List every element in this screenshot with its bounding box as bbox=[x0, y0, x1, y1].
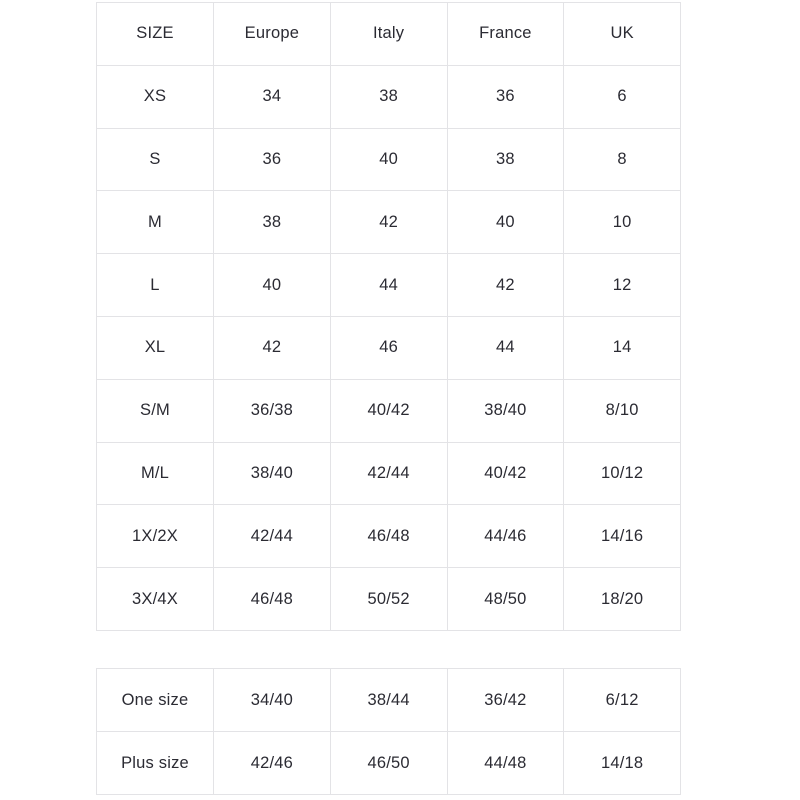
table-row bbox=[97, 732, 681, 795]
cell-one-size-europe: 34/40 bbox=[214, 669, 331, 732]
cell-m-europe: 38 bbox=[214, 191, 331, 254]
cell-one-size-italy: 38/44 bbox=[330, 669, 447, 732]
table-row bbox=[97, 65, 681, 128]
cell-1x-2x-europe: 42/44 bbox=[214, 505, 331, 568]
cell-one-size-uk: 6/12 bbox=[564, 669, 681, 732]
cell-s-france: 38 bbox=[447, 128, 564, 191]
cell-3x-4x-uk: 18/20 bbox=[564, 568, 681, 631]
cell-3x-4x-europe: 46/48 bbox=[214, 568, 331, 631]
cell-l-italy: 44 bbox=[330, 254, 447, 317]
column-header-europe: Europe bbox=[214, 3, 331, 66]
cell-xl-france: 44 bbox=[447, 316, 564, 379]
table-header-row bbox=[97, 3, 681, 66]
table-row bbox=[97, 442, 681, 505]
cell-plus-size-europe: 42/46 bbox=[214, 732, 331, 795]
row-label-xl: XL bbox=[97, 316, 214, 379]
cell-plus-size-italy: 46/50 bbox=[330, 732, 447, 795]
table-row bbox=[97, 669, 681, 732]
cell-m-l-europe: 38/40 bbox=[214, 442, 331, 505]
row-label-one-size: One size bbox=[97, 669, 214, 732]
table-row bbox=[97, 254, 681, 317]
table-row bbox=[97, 379, 681, 442]
cell-one-size-france: 36/42 bbox=[447, 669, 564, 732]
row-label-3x-4x: 3X/4X bbox=[97, 568, 214, 631]
cell-3x-4x-france: 48/50 bbox=[447, 568, 564, 631]
cell-s-m-europe: 36/38 bbox=[214, 379, 331, 442]
main-table-head bbox=[97, 3, 681, 66]
cell-m-l-italy: 42/44 bbox=[330, 442, 447, 505]
table-row bbox=[97, 316, 681, 379]
secondary-size-table-wrapper bbox=[96, 668, 680, 795]
column-header-uk: UK bbox=[564, 3, 681, 66]
cell-m-l-france: 40/42 bbox=[447, 442, 564, 505]
secondary-size-table bbox=[96, 668, 681, 795]
row-label-s: S bbox=[97, 128, 214, 191]
cell-xs-italy: 38 bbox=[330, 65, 447, 128]
cell-1x-2x-italy: 46/48 bbox=[330, 505, 447, 568]
row-label-m-l: M/L bbox=[97, 442, 214, 505]
cell-plus-size-uk: 14/18 bbox=[564, 732, 681, 795]
column-header-italy: Italy bbox=[330, 3, 447, 66]
cell-3x-4x-italy: 50/52 bbox=[330, 568, 447, 631]
secondary-table-body bbox=[97, 669, 681, 795]
cell-xs-france: 36 bbox=[447, 65, 564, 128]
column-header-size: SIZE bbox=[97, 3, 214, 66]
cell-s-m-france: 38/40 bbox=[447, 379, 564, 442]
cell-l-europe: 40 bbox=[214, 254, 331, 317]
row-label-s-m: S/M bbox=[97, 379, 214, 442]
cell-m-italy: 42 bbox=[330, 191, 447, 254]
cell-1x-2x-france: 44/46 bbox=[447, 505, 564, 568]
cell-s-m-italy: 40/42 bbox=[330, 379, 447, 442]
cell-s-italy: 40 bbox=[330, 128, 447, 191]
main-size-table bbox=[96, 2, 681, 631]
cell-xs-europe: 34 bbox=[214, 65, 331, 128]
cell-s-europe: 36 bbox=[214, 128, 331, 191]
table-row bbox=[97, 191, 681, 254]
main-table-body bbox=[97, 65, 681, 630]
cell-m-l-uk: 10/12 bbox=[564, 442, 681, 505]
cell-s-uk: 8 bbox=[564, 128, 681, 191]
cell-xl-europe: 42 bbox=[214, 316, 331, 379]
row-label-xs: XS bbox=[97, 65, 214, 128]
row-label-l: L bbox=[97, 254, 214, 317]
cell-l-uk: 12 bbox=[564, 254, 681, 317]
cell-s-m-uk: 8/10 bbox=[564, 379, 681, 442]
cell-xl-italy: 46 bbox=[330, 316, 447, 379]
cell-1x-2x-uk: 14/16 bbox=[564, 505, 681, 568]
row-label-1x-2x: 1X/2X bbox=[97, 505, 214, 568]
table-row bbox=[97, 128, 681, 191]
cell-plus-size-france: 44/48 bbox=[447, 732, 564, 795]
cell-l-france: 42 bbox=[447, 254, 564, 317]
row-label-m: M bbox=[97, 191, 214, 254]
column-header-france: France bbox=[447, 3, 564, 66]
cell-xs-uk: 6 bbox=[564, 65, 681, 128]
cell-m-france: 40 bbox=[447, 191, 564, 254]
cell-xl-uk: 14 bbox=[564, 316, 681, 379]
main-size-table-wrapper bbox=[96, 2, 680, 631]
table-row bbox=[97, 568, 681, 631]
row-label-plus-size: Plus size bbox=[97, 732, 214, 795]
table-row bbox=[97, 505, 681, 568]
cell-m-uk: 10 bbox=[564, 191, 681, 254]
